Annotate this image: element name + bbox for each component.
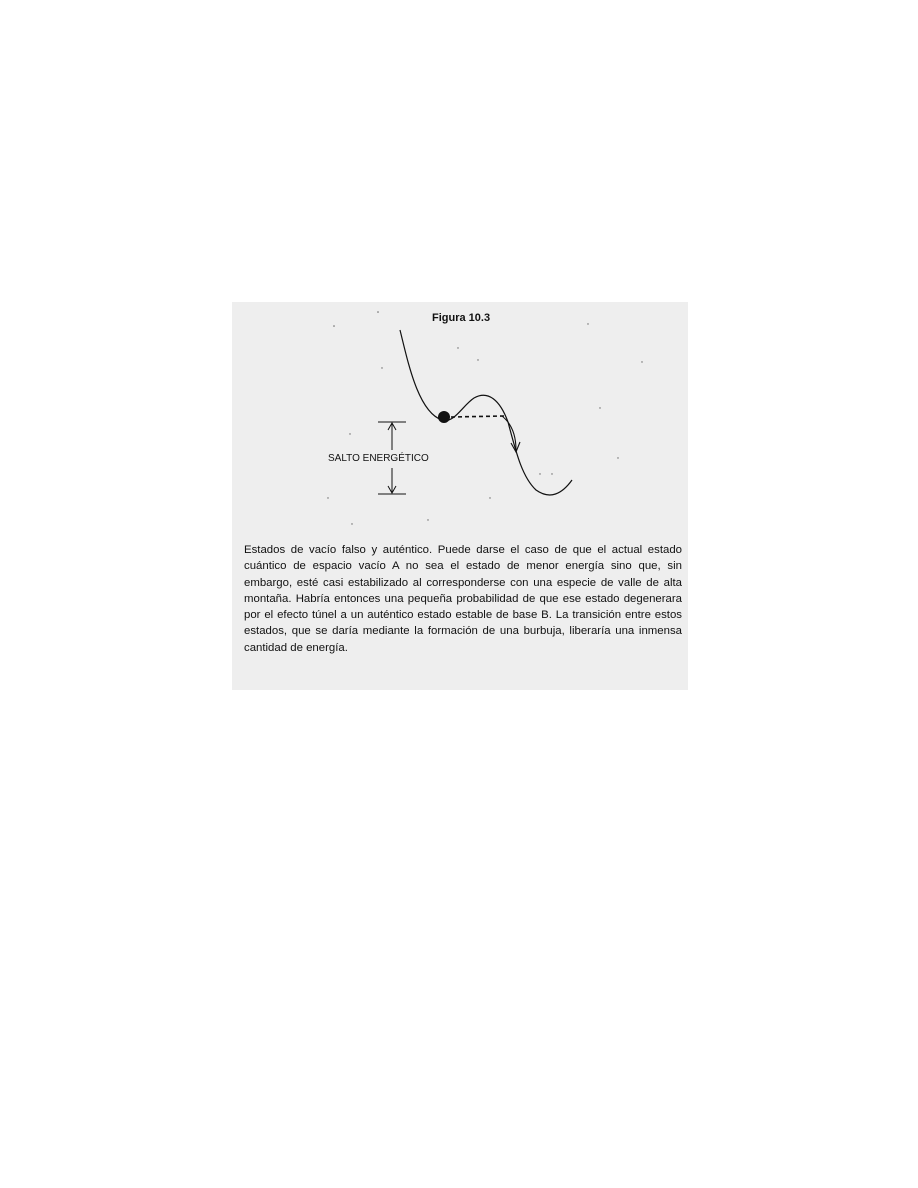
energy-diagram: [232, 302, 688, 542]
scan-specks: [327, 311, 642, 525]
figure-title: Figura 10.3: [432, 312, 491, 324]
tunnel-dashed-line: [451, 416, 504, 417]
vacuum-state-ball: [438, 411, 450, 423]
potential-curve: [400, 330, 572, 495]
figure-caption: Estados de vacío falso y auténtico. Puede darse el caso de que el actual estado cuántico de espacio vacío A no sea el estado de menor energía sino que, sin embargo, esté casi estabilizado al corresponderse con una especie de valle de alta montaña. Habría entonces una pequeña probabilidad de que ese estado degenerara por el efecto túnel a un auténtico estado estable de base B. La transición entre estos estados, que se daría mediante la formación de una burbuja, liberaría una inmensa cantidad de energía.: [244, 544, 682, 654]
energy-jump-label: SALTO ENERGÉTICO: [328, 453, 429, 464]
